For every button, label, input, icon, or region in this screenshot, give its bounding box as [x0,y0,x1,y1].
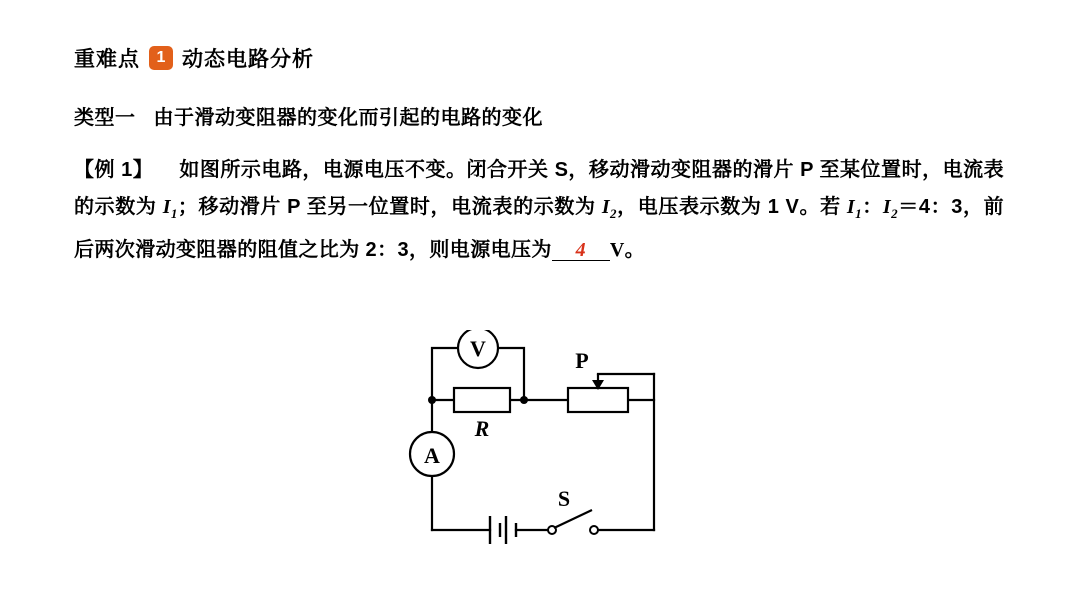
answer-blank[interactable]: 4 [552,240,610,261]
problem-segment-1: 如图所示电路，电源电压不变。闭合开关 S，移动滑动变阻器的滑片 P 至某位置时，电流表的示数为 [74,159,1005,218]
problem-segment-3: ，电压表示数为 1 V。若 [616,196,847,218]
heading-label: 重难点 [74,48,140,71]
subsection-heading [74,101,543,130]
switch-label: S [557,486,571,511]
heading-title: 动态电路分析 [182,48,314,71]
symbol-i1: I [162,196,171,218]
problem-segment-4: ＝4：3，前后两次滑动变阻器的阻值之比为 2：3，则电源电压为 [74,196,1005,261]
type-label: 类型一 [74,107,136,129]
symbol-i1-b-subscript: 1 [855,206,862,221]
junction-dot-left [428,396,436,404]
problem-segment-2: ；移动滑片 P 至另一位置时，电流表的示数为 [177,196,602,218]
symbol-i1-subscript: 1 [170,206,178,221]
voltmeter-symbol [458,330,498,368]
battery-symbol [490,516,516,544]
ratio-colon: ： [862,196,883,218]
rheostat-symbol [568,348,628,412]
ammeter-label: A [424,443,440,468]
switch-symbol [548,486,598,534]
example-problem-text [74,152,1004,269]
circuit-diagram [398,330,688,560]
symbol-i1-b: I [846,196,856,218]
symbol-i2-subscript: 2 [610,206,617,221]
resistor-label: R [474,416,490,441]
heading-number-badge: 1 [149,46,173,70]
symbol-i2-b: I [882,196,892,218]
junction-dot-right [520,396,528,404]
type-text: 由于滑动变阻器的变化而引起的电路的变化 [153,107,543,129]
resistor-symbol [454,388,510,441]
slider-label: P [575,348,589,373]
section-heading [74,43,314,73]
answer-unit: V [609,239,625,261]
symbol-i2: I [601,196,610,218]
example-marker: 【例 1】 [74,159,154,181]
problem-segment-5: 。 [624,239,646,261]
symbol-i2-b-subscript: 2 [891,206,898,221]
voltmeter-label: V [470,336,486,361]
ammeter-symbol [410,432,454,476]
